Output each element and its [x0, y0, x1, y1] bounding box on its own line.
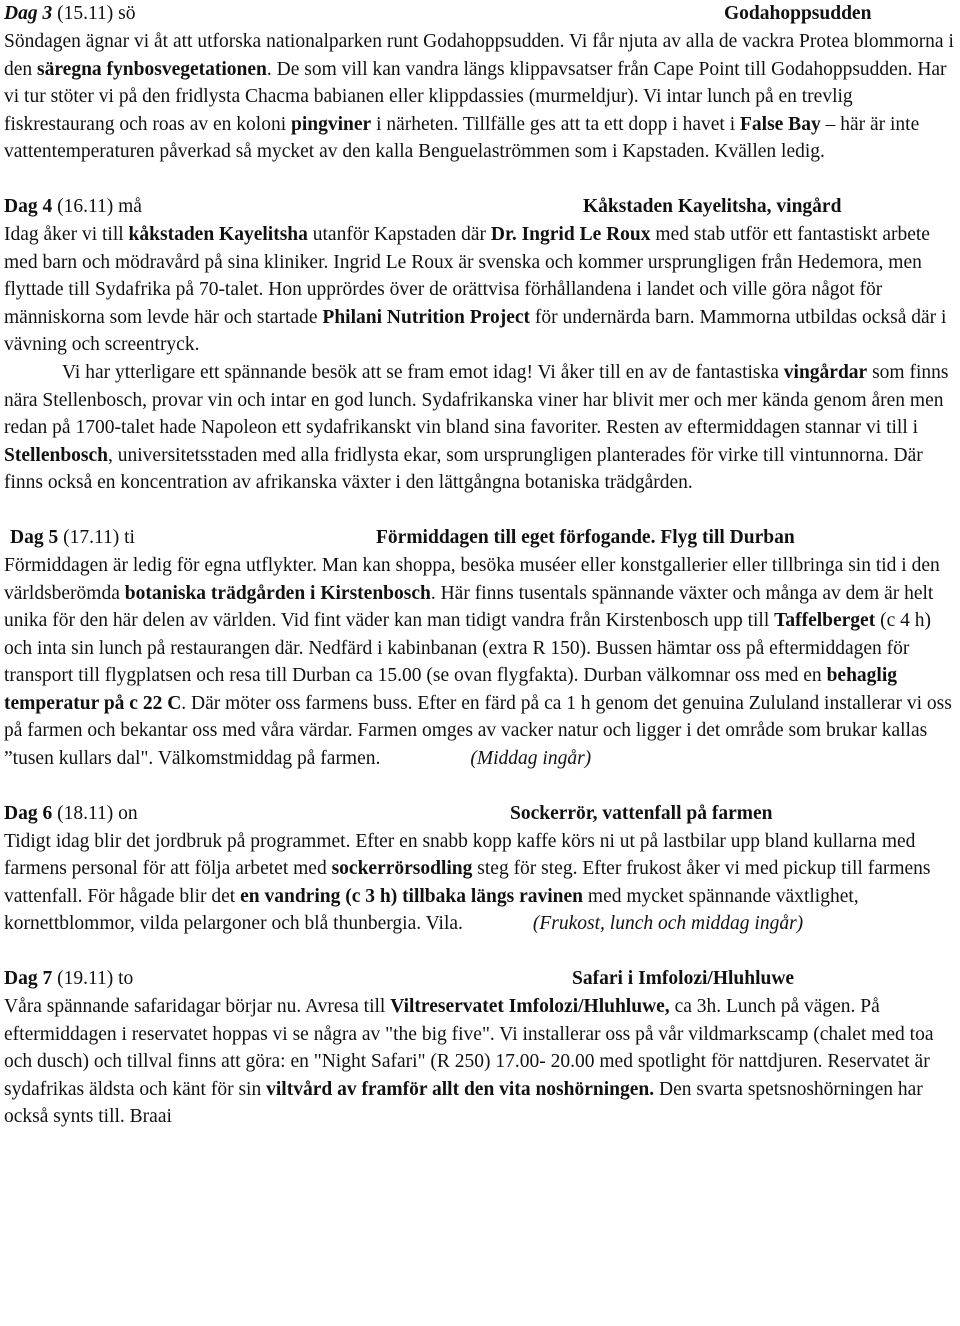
- document-page: [4, 0, 956, 1131]
- day-paragraph: [4, 828, 956, 938]
- paragraph-text: . Här finns tusentals spännande växter och många av dem är helt unika för den här delen av världen. Vid fint väder kan man tidigt vandra från Kirstenbosch upp till: [4, 582, 934, 632]
- day-heading-5: [4, 524, 956, 552]
- paragraph-text: steg för steg. Efter frukost åker vi med pickup till farmens vattenfall. För hågade blir det: [4, 858, 931, 907]
- day-label: Dag 4: [4, 195, 53, 217]
- bold-text: Taffelberget: [774, 610, 876, 632]
- paragraph-text: för undernärda barn. Mammorna utbildas också där i vävning och screentryck.: [4, 306, 947, 356]
- day-paragraph: [4, 993, 956, 1131]
- paragraph-text: Söndagen ägnar vi åt att utforska nationalparken runt Godahoppsudden. Vi får njuta av alla de vackra Protea blommorna i den: [4, 31, 954, 80]
- paragraph-text: med mycket spännande växtlighet, kornettblommor, vilda pelargoner och blå thunbergia. Vila.: [4, 885, 859, 935]
- paragraph-text: Idag åker vi till: [4, 223, 129, 245]
- paragraph-text: Tidigt idag blir det jordbruk på programmet. Efter en snabb kopp kaffe körs ni ut på lastbilar upp bland kullarna med farmens personal för att följa arbetet med: [4, 830, 916, 880]
- day-label: Dag 7: [4, 968, 53, 990]
- paragraph-text: som finns nära Stellenbosch, provar vin och intar en god lunch. Sydafrikanska viner har blivit mer och mer kända genom åren men redan på 1700-talet hade Napoleon ett sydafrikanskt vin bland sina favoriter. Resten av eftermiddagen stannar vi till i: [4, 361, 949, 439]
- paragraph-text: , universitetsstaden med alla fridlysta ekar, som ursprungligen planterades för virke till vintunnorna. Där finns också en koncentration av afrikanska växter i den lättgångna botaniska trädgården.: [4, 444, 923, 494]
- day-paragraph: [4, 221, 956, 359]
- day-title: Safari i Imfolozi/Hluhluwe: [572, 968, 795, 990]
- day-label: Dag 5: [10, 526, 59, 548]
- paragraph-text: . Där möter oss farmens buss. Efter en färd på ca 1 h genom det genuina Zululand installerar vi oss på farmen och bekantar oss med våra värdar. Farmen omges av vacker natur och ligger i det område som brukar kallas ”tusen kullars dal". Välkomstmiddag på farmen.: [4, 692, 952, 770]
- meal-note: (Frukost, lunch och middag ingår): [532, 913, 804, 935]
- day-date: (16.11) må: [57, 195, 142, 217]
- bold-text: säregna fynbosvegetationen: [37, 58, 267, 80]
- bold-text: Viltreservatet Imfolozi/Hluhluwe,: [390, 996, 670, 1018]
- day-heading-6: [4, 800, 956, 828]
- day-paragraph: [4, 552, 956, 773]
- day-title: Förmiddagen till eget förfogande. Flyg till Durban: [376, 526, 795, 548]
- bold-text: en vandring (c 3 h) tillbaka längs ravinen: [240, 885, 584, 907]
- day-heading-7: [4, 965, 956, 993]
- paragraph-text: – här är inte vattentemperaturen påverkad så mycket av den kalla Benguelaströmmen som i Kapstaden. Kvällen ledig.: [4, 113, 920, 163]
- bold-text: pingviner: [291, 113, 372, 135]
- paragraph-text: Förmiddagen är ledig för egna utflykter. Man kan shoppa, besöka muséer eller konstgallerier eller tillbringa sin tid i den världsberömda: [4, 554, 940, 604]
- bold-text: Dr. Ingrid Le Roux: [490, 223, 651, 245]
- bold-text: Stellenbosch: [4, 444, 109, 466]
- bold-text: vingårdar: [783, 361, 868, 383]
- paragraph-text: Den svarta spetsnoshörningen har också synts till. Braai: [4, 1078, 923, 1128]
- bold-text: kåkstaden Kayelitsha: [128, 223, 308, 245]
- day-paragraph: [4, 359, 956, 497]
- paragraph-text: (c 4 h) och inta sin lunch på restaurangen där. Nedfärd i kabinbanan (extra R 150). Bussen hämtar oss på eftermiddagen för transport till flygplatsen och resa till Durban ca 15.00 (se ovan flygfakta). Durban välkomnar oss med en: [4, 610, 931, 687]
- bold-text: sockerrörsodling: [331, 858, 473, 880]
- day-paragraph: [4, 28, 956, 166]
- bold-text: behaglig temperatur på c 22 C: [4, 665, 897, 714]
- day-date: (18.11) on: [57, 802, 138, 824]
- bold-text: False Bay: [739, 113, 821, 135]
- day-date: (15.11) sö: [57, 3, 136, 24]
- day-label: Dag 3: [4, 3, 53, 24]
- paragraph-text: . De som vill kan vandra längs klippavsatser från Cape Point till Godahoppsudden. Har vi tur stöter vi på den fridlysta Chacma babianen eller klippdassies (murmeldjur). Vi intar lunch på en trevlig fiskrestaurang och roas av en koloni: [4, 58, 947, 135]
- day-title: Godahoppsudden: [724, 3, 872, 24]
- day-heading-4: [4, 193, 956, 221]
- paragraph-text: i närheten. Tillfälle ges att ta ett dopp i havet i: [371, 113, 740, 135]
- day-date: (19.11) to: [57, 968, 134, 990]
- paragraph-text: med stab utför ett fantastiskt arbete med barn och mödravård på sina kliniker. Ingrid Le Roux är svenska och kommer ursprungligen från Hedemora, men flyttade till Sydafrika på 70-talet. Hon upprördes över de orättvisa förhållandena i landet och ville göra något för människorna som levde här och startade: [4, 223, 930, 328]
- day-label: Dag 6: [4, 802, 53, 824]
- bold-text: viltvård av framför allt den vita noshörningen.: [266, 1078, 655, 1100]
- bold-text: Philani Nutrition Project: [322, 306, 531, 328]
- meal-note: (Middag ingår): [470, 748, 592, 770]
- paragraph-text: ca 3h. Lunch på vägen. På eftermiddagen i reservatet hoppas vi se några av "the big five". Vi installerar oss på vår vildmarkscamp (chalet med toa och dusch) och tillval finns att göra: en "Night Safari" (R 250) 17.00- 20.00 med spotlight för nattdjuren. Reservatet är sydafrikas äldsta och känt för sin: [4, 996, 934, 1100]
- day-date: (17.11) ti: [63, 526, 135, 548]
- bold-text: botaniska trädgården i Kirstenbosch: [124, 582, 431, 604]
- day-title: Kåkstaden Kayelitsha, vingård: [583, 195, 842, 217]
- paragraph-text: utanför Kapstaden där: [307, 223, 491, 245]
- day-heading-3: [4, 0, 956, 28]
- paragraph-text: Vi har ytterligare ett spännande besök att se fram emot idag! Vi åker till en av de fantastiska: [62, 361, 784, 383]
- day-title: Sockerrör, vattenfall på farmen: [510, 802, 773, 824]
- paragraph-text: Våra spännande safaridagar börjar nu. Avresa till: [4, 996, 391, 1018]
